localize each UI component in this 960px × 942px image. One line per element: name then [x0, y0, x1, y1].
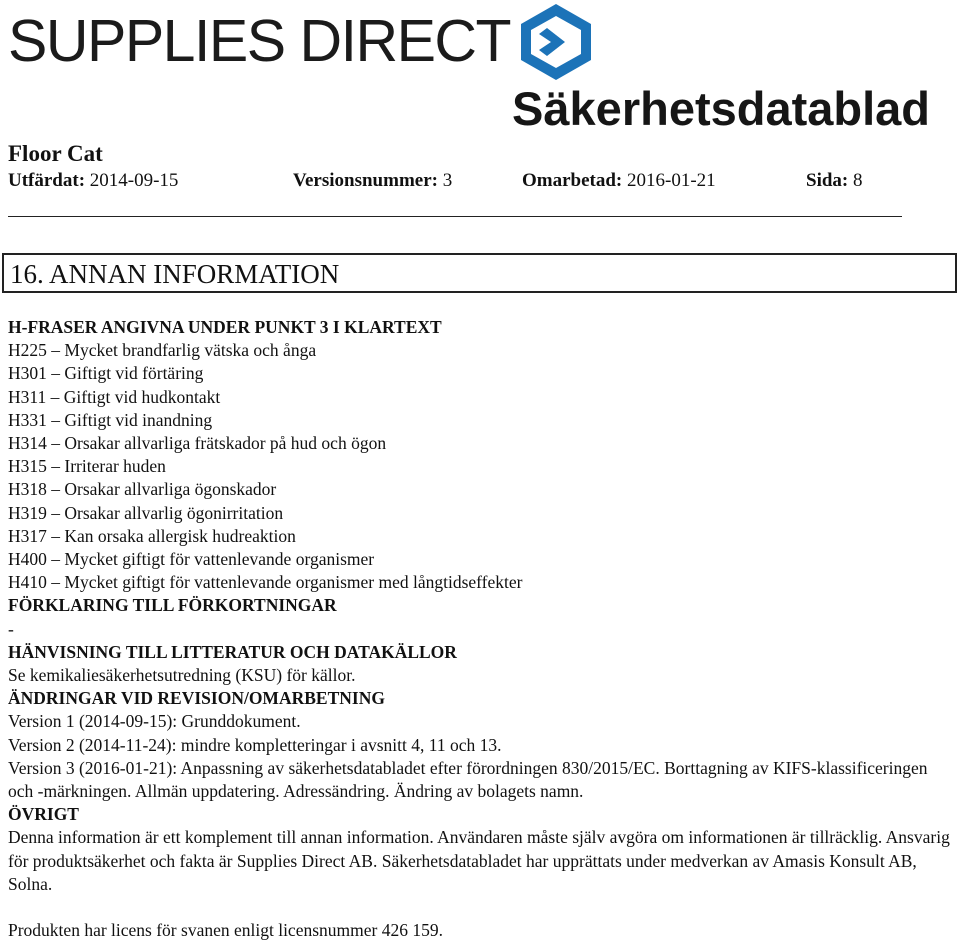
hazard-statement: H314 – Orsakar allvarliga frätskador på hud och ögon — [8, 433, 387, 454]
paragraph-spacer — [8, 896, 953, 919]
hazard-statement: H410 – Mycket giftigt för vattenlevande organismer med långtidseffekter — [8, 572, 523, 593]
references-text: Se kemikaliesäkerhetsutredning (KSU) för källor. — [8, 665, 356, 686]
version-number — [293, 168, 452, 194]
company-logo-text: SUPPLIES DIRECT — [8, 8, 511, 74]
revision-item: Version 2 (2014-11-24): mindre kompletteringar i avsnitt 4, 11 och 13. — [8, 734, 502, 755]
references-heading: HÄNVISNING TILL LITTERATUR OCH DATAKÄLLOR — [8, 641, 457, 662]
issued-date — [8, 168, 178, 194]
hazard-statement: H225 – Mycket brandfarlig vätska och ånga — [8, 340, 317, 361]
hazard-statement: H400 – Mycket giftigt för vattenlevande organismer — [8, 549, 375, 570]
hazard-statement: H318 – Orsakar allvarliga ögonskador — [8, 479, 277, 500]
section-header-box — [2, 253, 957, 293]
hazard-statement: H331 – Giftigt vid inandning — [8, 409, 213, 430]
hazard-statement: H311 – Giftigt vid hudkontakt — [8, 386, 221, 407]
issued-value: 2014-09-15 — [89, 170, 179, 191]
page-number — [806, 168, 863, 194]
document-title: Säkerhetsdatablad — [512, 82, 930, 135]
revised-date — [522, 168, 716, 194]
hazard-statement: H319 – Orsakar allvarlig ögonirritation — [8, 502, 284, 523]
product-name: Floor Cat — [8, 141, 103, 166]
hazard-statement: H315 – Irriterar huden — [8, 456, 166, 477]
section-content — [8, 316, 953, 942]
issued-label: Utfärdat: — [8, 170, 86, 191]
version-value: 3 — [442, 170, 453, 191]
hexagon-chevron-logo-icon — [517, 2, 595, 82]
revision-item: Version 3 (2016-01-21): Anpassning av säkerhetsdatabladet efter förordningen 830/2015/EC. Borttagning av KIFS-klassificeringen och -märkningen. Allmän uppdatering. Adressändring. Ändring av bolagets namn. — [8, 757, 928, 802]
hazard-statement: H301 – Giftigt vid förtäring — [8, 363, 204, 384]
revisions-heading: ÄNDRINGAR VID REVISION/OMARBETNING — [8, 688, 385, 709]
header-divider — [8, 216, 902, 217]
license-note: Produkten har licens för svanen enligt licensnummer 426 159. — [8, 920, 443, 941]
version-label: Versionsnummer: — [293, 170, 438, 191]
revised-value: 2016-01-21 — [627, 170, 716, 191]
other-text: Denna information är ett komplement till annan information. Användaren måste själv avgöra om informationen är tillräcklig. Ansvarig för produktsäkerhet och fakta är Supplies Direct AB. Säkerhetsdatabladet har upprättats under medverkan av Amasis Konsult AB, Solna. — [8, 827, 950, 894]
revision-item: Version 1 (2014-09-15): Grunddokument. — [8, 711, 301, 732]
abbreviations-text: - — [8, 618, 14, 639]
other-heading: ÖVRIGT — [8, 804, 79, 825]
abbreviations-heading: FÖRKLARING TILL FÖRKORTNINGAR — [8, 595, 337, 616]
hazard-heading: H-FRASER ANGIVNA UNDER PUNKT 3 I KLARTEXT — [8, 317, 442, 337]
hazard-statement: H317 – Kan orsaka allergisk hudreaktion — [8, 525, 296, 546]
page-value: 8 — [853, 170, 863, 191]
revised-label: Omarbetad: — [522, 170, 623, 191]
page-label: Sida: — [806, 170, 849, 191]
section-title: 16. ANNAN INFORMATION — [10, 259, 340, 289]
